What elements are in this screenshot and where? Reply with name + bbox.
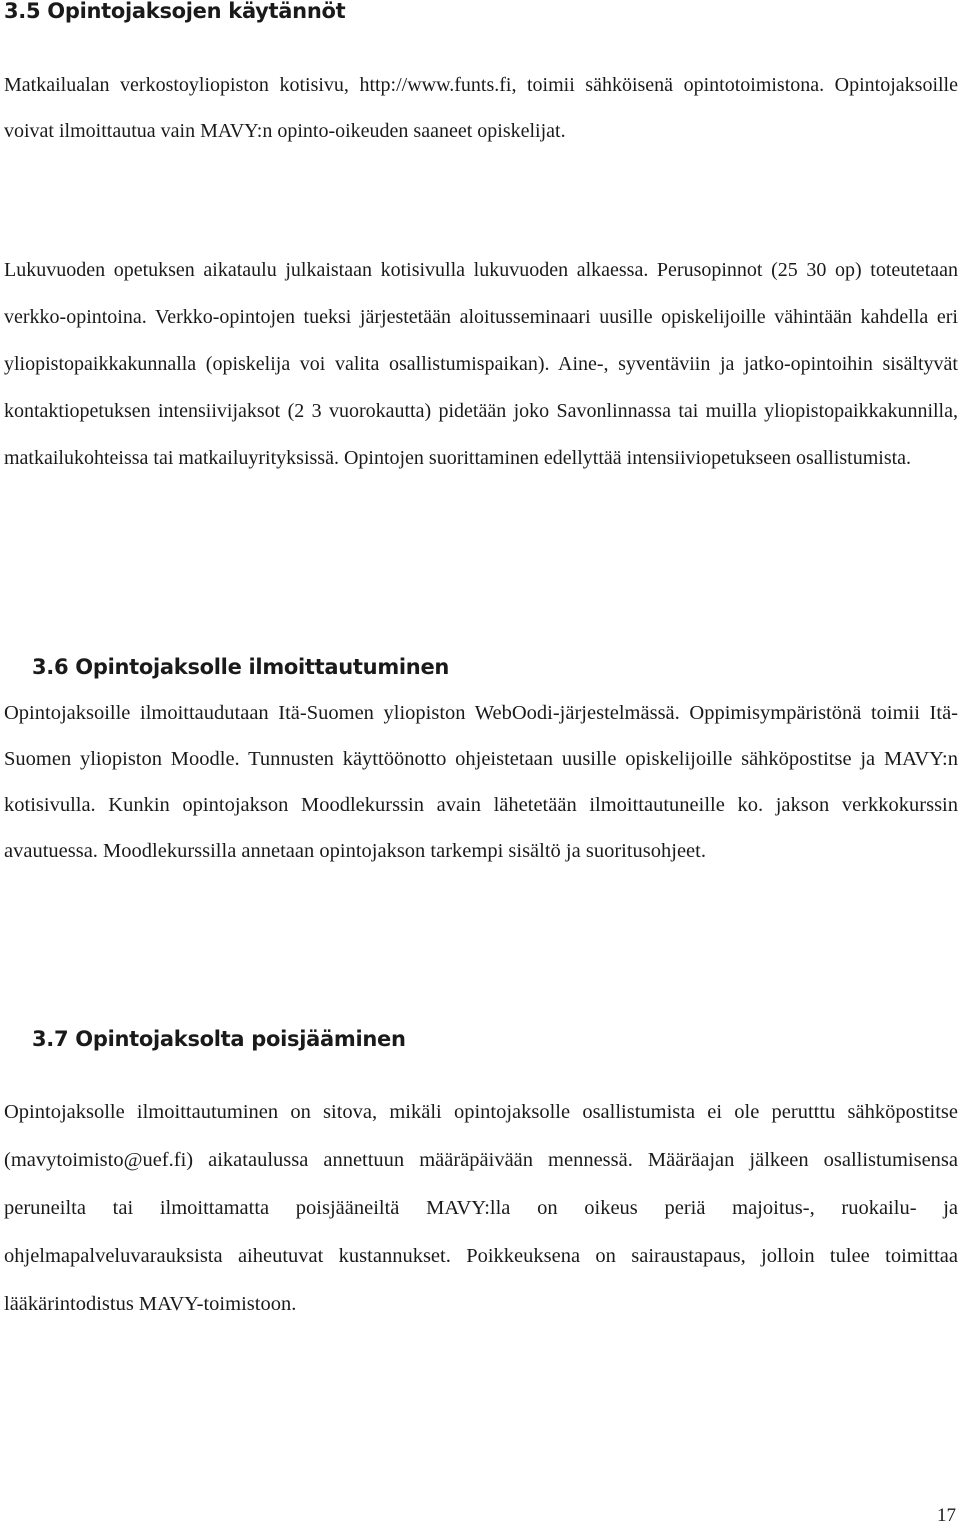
section-3-7-paragraph-1: Opintojaksolle ilmoittautuminen on sitova, mikäli opintojaksolle osallistumista ei ole perutttu sähköpostitse (mavytoimisto@uef.fi) aikataulussa annettuun määräpäivään mennessä. Määräajan jälkeen osallistumisensa peruneilta tai ilmoittamatta poisjääneiltä MAVY:lla on oikeus periä majoitus-, ruokailu- ja ohjelmapalveluvarauksista aiheutuvat kustannukset. Poikkeuksena on sairaustapaus, jolloin tulee toimittaa lääkärintodistus MAVY-toimistoon. <box>4 1101 958 1315</box>
section-3-6-paragraph-1: Opintojaksoille ilmoittaudutaan Itä-Suomen yliopiston WebOodi-järjestelmässä. Oppimisympäristönä toimii Itä-Suomen yliopiston Moodle. Tunnusten käyttöönotto ohjeistetaan uusille opiskelijoille sähköpostitse ja MAVY:n kotisivulla. Kunkin opintojakson Moodlekurssin avain lähetetään ilmoittautuneille ko. jakson verkkokurssin avautuessa. Moodlekurssilla annetaan opintojakson tarkempi sisältö ja suoritusohjeet. <box>4 702 958 862</box>
section-3-5-paragraph-1: Matkailualan verkostoyliopiston kotisivu, http://www.funts.fi, toimii sähköisenä opintotoimistona. Opintojaksoille voivat ilmoittautua vain MAVY:n opinto-oikeuden saaneet opiskelijat. <box>4 74 958 142</box>
section-heading-3-7: 3.7 Opintojaksolta poisjääminen <box>32 1027 406 1051</box>
section-3-5-paragraph-2: Lukuvuoden opetuksen aikataulu julkaistaan kotisivulla lukuvuoden alkaessa. Perusopinnot (25 30 op) toteutetaan verkko-opintoina. Verkko-opintojen tueksi järjestetään aloitusseminaari uusille opiskelijoille vähintään kahdella eri yliopistopaikkakunnalla (opiskelija voi valita osallistumispaikan). Aine-, syventäviin ja jatko-opintoihin sisältyvät kontaktiopetuksen intensiivijaksot (2 3 vuorokautta) pidetään joko Savonlinnassa tai muilla yliopistopaikkakunnilla, matkailukohteissa tai matkailuyrityksissä. Opintojen suorittaminen edellyttää intensiiviopetukseen osallistumista. <box>4 259 958 469</box>
page-number: 17 <box>937 1505 956 1526</box>
section-heading-3-6: 3.6 Opintojaksolle ilmoittautuminen <box>32 655 450 679</box>
section-heading-3-5: 3.5 Opintojaksojen käytännöt <box>4 0 346 23</box>
